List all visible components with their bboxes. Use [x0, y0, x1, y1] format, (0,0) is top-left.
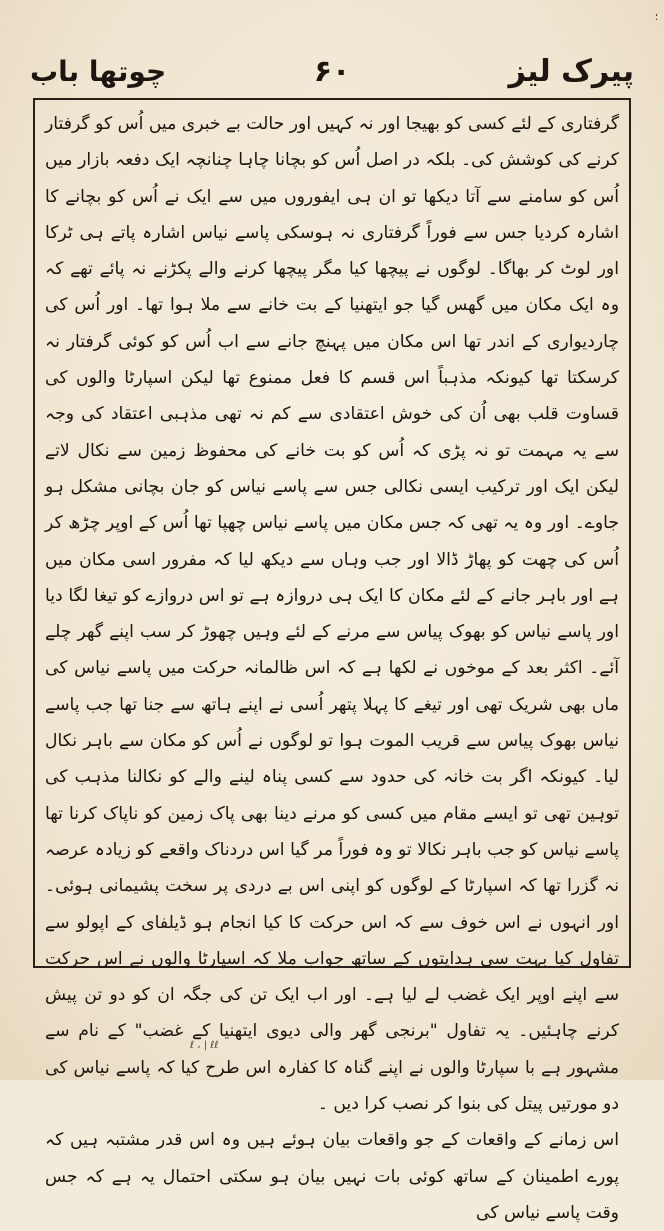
page-number: ۶۰ [313, 54, 351, 89]
book-title: پیرک لیز [508, 54, 634, 89]
paragraph-1: گرفتاری کے لئے کسی کو بھیجا اور نہ کہیں اور حالت بے خبری میں اُس کو گرفتار کرنے کی کوشش کی۔ بلکہ در اصل اُس کو بچانا چاہا چنانچہ ایک دفعہ بازار میں اُس کو سامنے سے آتا دیکھا تو ان ہی ایفوروں میں سے ایک نے اُس کو بچانے کا اشارہ کردیا جس سے فوراً گرفتاری نہ ہوسکی پاسے نیاس اشارہ پاتے ہی ٹرکا اور لوٹ کر بھاگا۔ لوگوں نے پیچھا کیا مگر پیچھا کرنے والے پکڑنے نہ پائے تھے کہ وہ ایک مکان میں گھس گیا جو ایتھنیا کے بت خانے سے ملا ہوا تھا۔ اور اُس کی چاردیواری کے اندر تھا اس مکان میں پہنچ جانے سے اب اُس کو کوئی گرفتار نہ کرسکتا تھا کیونکہ مذہباً اس قسم کا فعل ممنوع تھا لیکن اسپارٹا والوں کی قساوت قلب بھی اُن کی خوش اعتقادی سے کم نہ تھی مذہبی اعتقاد کی وجہ سے یہ مہمت تو نہ پڑی کہ اُس کو بت خانے کی محفوظ زمین سے نکال لاتے لیکن ایک اور ترکیب ایسی نکالی جس سے پاسے نیاس کو جان بچانی مشکل ہو جاوے۔ اور وہ یہ تھی کہ جس مکان میں پاسے نیاس چھپا تھا اُس کے اوپر چڑھ کر اُس کی چھت کو پھاڑ ڈالا اور جب وہاں سے دیکھ لیا کہ مفرور اسی مکان میں ہے اور باہر جانے کے لئے مکان کا ایک ہی دروازہ ہے تو اس دروازے کو تیغا لگا دیا اور پاسے نیاس کو بھوک پیاس سے مرنے کے لئے وہیں چھوڑ کر سب اپنے گھر چلے آئے۔ اکثر بعد کے موخوں نے لکھا ہے کہ اس ظالمانہ حرکت میں پاسے نیاس کی ماں بھی شریک تھی اور تیغے کا پہلا پتھر اُسی نے اپنے ہاتھ سے جنا تھا جب پاسے نیاس بھوک پیاس سے قریب الموت ہوا تو لوگوں نے اُس کو مکان سے باہر نکال لیا۔ کیونکہ اگر بت خانہ کی حدود سے کسی پناہ لینے والے کو نکالنا مذہب کی توہین تھی تو ایسے مقام میں کسی کو مرنے دینا بھی پاک زمین کو ناپاک کرنا تھا پاسے نیاس کو جب باہر نکالا تو وہ فوراً مر گیا اس دردناک واقعے کو زیادہ عرصہ نہ گزرا تھا کہ اسپارٹا کے لوگوں کو اپنی اس بے دردی پر سخت پشیمانی ہوئی۔ اور انہوں نے اس خوف سے کہ اس حرکت کا کیا انجام ہو ڈیلفای کے اپولو سے تفاول کیا بہت سی ہدایتوں کے ساتھ جواب ملا کہ اسپارٹا والوں نے اس حرکت سے اپنے اوپر ایک غضب لے لیا ہے۔ اور اب ایک تن کی جگہ ان کو دو تن پیش کرنے چاہئیں۔ یہ تفاول "برنجی گھر والی دیوی ایتھنیا کے غضب" کے نام سے مشہور ہے با سپارٹا والوں نے اپنے گناہ کا کفارہ اس طرح کیا کہ پاسے نیاس کی دو مورتیں پیتل کی بنوا کر نصب کرا دیں ۔ [45, 114, 619, 1115]
running-head [30, 52, 634, 96]
corner-mark: ؛ [654, 12, 658, 23]
paragraph-2: اس زمانے کے واقعات کے جو واقعات بیان ہوئے ہیں وہ اس قدر مشتبہ ہیں کہ پورے اطمینان کے ساتھ کوئی بات نہیں بیان ہو سکتی احتمال یہ ہے کہ جس وقت پاسے نیاس کی [45, 1130, 619, 1223]
footer-imprint: ℓ ، | ℓℓ [190, 1040, 219, 1051]
chapter-title: چوتھا باب [30, 55, 167, 88]
body-text [45, 106, 619, 1231]
